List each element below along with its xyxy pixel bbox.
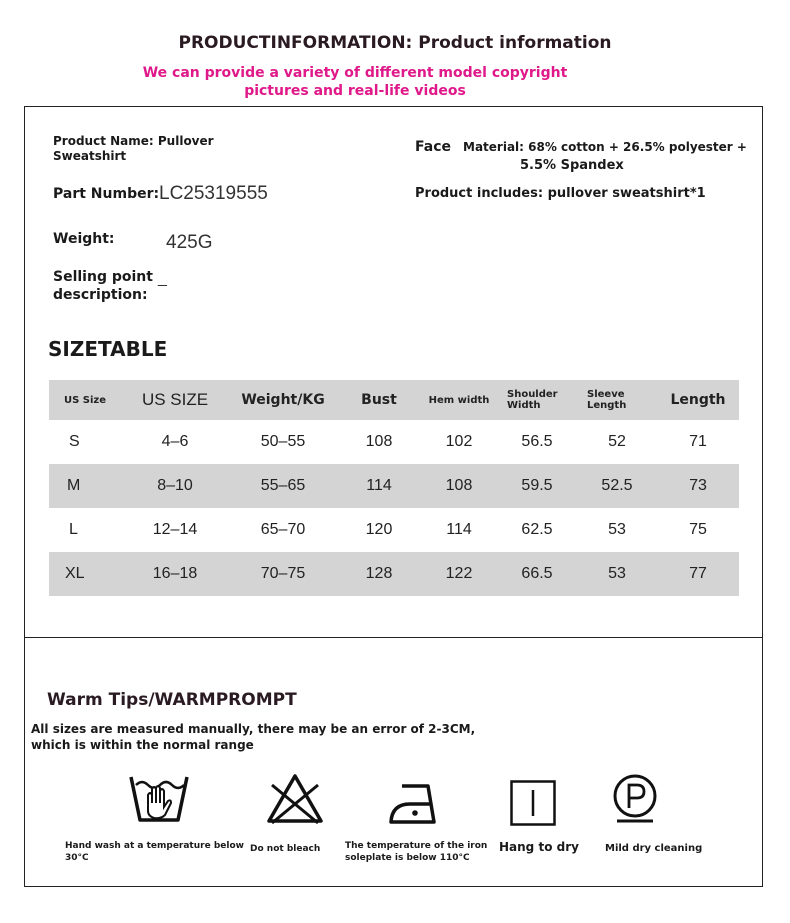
table-cell: M [67,477,81,494]
warm-tips-title: Warm Tips/WARMPROMPT [47,690,297,710]
size-table [49,380,739,596]
part-number-label: Part Number: [53,186,160,202]
table-cell: 71 [689,433,707,450]
table-cell: 53 [608,565,626,582]
table-cell: 114 [366,477,392,494]
hang-to-dry-icon [510,780,556,826]
do-not-bleach-icon [266,773,324,825]
header-shoulder-width: Shoulder Width [507,389,558,411]
table-cell: L [69,521,78,538]
product-name-line-2: Sweatshirt [53,149,127,163]
table-row [49,508,739,552]
table-cell: 66.5 [521,565,553,582]
page-title: PRODUCTINFORMATION: Product information [178,33,612,53]
tips-line-2: which is within the normal range [31,738,254,752]
table-cell: 120 [365,521,393,538]
no-bleach-label: Do not bleach [250,844,321,854]
material-line-2: 5.5% Spandex [520,158,624,173]
table-cell: 73 [689,477,707,494]
hand-wash-line-1: Hand wash at a temperature below [65,841,244,851]
table-cell: 56.5 [521,433,553,450]
table-cell: 55–65 [260,477,306,494]
header-length: Length [670,392,726,408]
table-row [49,464,739,508]
product-includes: Product includes: pullover sweatshirt*1 [415,186,706,201]
header-weight: Weight/KG [241,392,325,408]
table-cell: 70–75 [260,565,306,582]
table-cell: 4–6 [161,433,189,450]
table-cell: 12–14 [152,521,198,538]
notice-line-2: pictures and real-life videos [244,83,466,99]
table-cell: 108 [445,477,473,494]
product-name-label [53,134,214,164]
table-row [49,552,739,596]
header-us-size: US Size [63,394,107,406]
iron-line-1: The temperature of the iron [345,841,488,851]
notice-line-1: We can provide a variety of different model copyright [142,65,568,81]
selling-point-value: _ [158,270,167,287]
header-bust: Bust [361,392,397,408]
table-cell: 128 [365,565,393,582]
header-us-size-upper: US SIZE [141,390,209,409]
table-cell: 53 [608,521,626,538]
table-cell: 108 [365,433,393,450]
material-line-1: Material: 68% cotton + 26.5% polyester + [463,140,747,154]
hand-wash-line-2: 30°C [65,853,89,863]
table-cell: 65–70 [260,521,306,538]
header-sleeve-length: Sleeve Length [587,389,627,411]
weight-label: Weight: [53,231,115,247]
iron-line-2: soleplate is below 110°C [345,853,470,863]
selling-point-line-2: description: [53,287,148,303]
hand-wash-icon [128,773,190,823]
dry-clean-label: Mild dry cleaning [605,843,703,854]
selling-point-line-1: Selling point [53,269,153,285]
table-cell: 8–10 [157,477,193,494]
tips-line-1: All sizes are measured manually, there may be an error of 2-3CM, [31,722,476,736]
table-cell: 59.5 [521,477,553,494]
iron-label [345,840,487,864]
table-cell: XL [65,565,85,582]
table-cell: S [69,433,80,450]
header-hem-width: Hem width [428,394,490,406]
table-cell: 102 [445,433,473,450]
size-table-header [49,380,739,420]
dry-cleaning-icon [611,774,659,822]
table-cell: 52.5 [601,477,633,494]
table-cell: 77 [689,565,707,582]
face-label: Face [415,139,451,155]
table-cell: 50–55 [260,433,306,450]
table-cell: 52 [608,433,626,450]
table-cell: 122 [445,565,473,582]
table-row [49,420,739,464]
table-cell: 75 [689,521,707,538]
size-table-title: SIZETABLE [48,337,168,361]
hang-dry-label: Hang to dry [499,840,579,854]
table-cell: 16–18 [152,565,198,582]
weight-value: 425G [166,232,213,253]
table-cell: 62.5 [521,521,553,538]
part-number-value: LC25319555 [159,183,268,204]
hand-wash-label [65,840,244,864]
product-name-line-1: Product Name: Pullover [53,134,214,148]
iron-temperature-icon [388,782,440,826]
selling-point-label [53,268,153,304]
table-cell: 114 [446,521,472,538]
